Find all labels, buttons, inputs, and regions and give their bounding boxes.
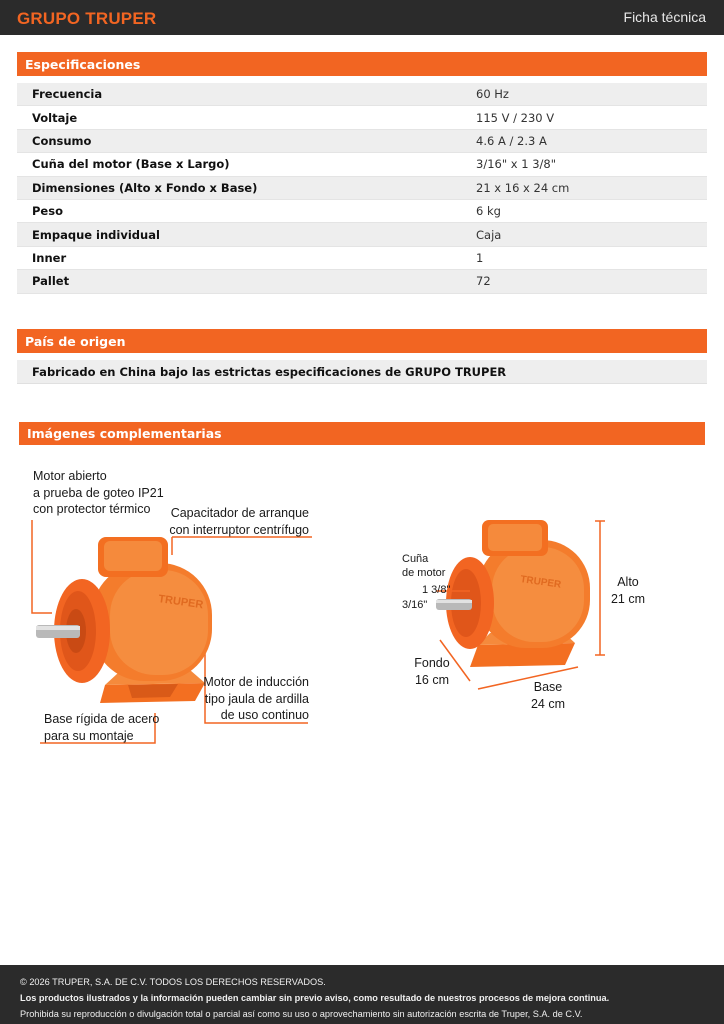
spec-row (17, 223, 707, 246)
callout-line: a prueba de goteo IP21 (33, 485, 164, 500)
brand-logo: GRUPO TRUPER (17, 9, 157, 28)
specs-section-title: Especificaciones (17, 52, 707, 76)
spec-label: Dimensiones (Alto x Fondo x Base) (32, 180, 258, 195)
callout-line: con interruptor centrífugo (169, 522, 309, 537)
spec-value: 4.6 A / 2.3 A (476, 133, 547, 148)
spec-label: Empaque individual (32, 227, 160, 242)
callout-open-motor (33, 468, 164, 518)
callout-line: con protector térmico (33, 502, 151, 516)
spec-value: 6 kg (476, 204, 501, 219)
document-type-label: Ficha técnica (623, 9, 706, 25)
callout-height (608, 574, 648, 607)
callout-line: Base (533, 680, 563, 694)
spec-label: Cuña del motor (Base x Largo) (32, 157, 230, 172)
spec-label: Voltaje (32, 110, 78, 125)
callout-line: Cuña (402, 553, 429, 565)
footer-notice: Los productos ilustrados y la información pueden cambiar sin previo aviso, como resultado de nuestros procesos de mejora continua. (20, 993, 610, 1003)
spec-row (17, 83, 707, 106)
spec-value: 3/16" x 1 3/8" (476, 157, 557, 172)
spec-value: 1 (476, 250, 484, 265)
spec-label: Peso (32, 204, 63, 219)
callout-line: para su montaje (44, 728, 134, 743)
spec-row (17, 106, 707, 129)
callout-line: Alto (617, 575, 639, 589)
callout-key (402, 552, 445, 580)
callout-line: Motor de inducción (203, 675, 309, 689)
spec-label: Frecuencia (32, 87, 103, 102)
callout-line: 24 cm (530, 696, 566, 711)
callout-line: Motor abierto (33, 469, 107, 483)
spec-value: 21 x 16 x 24 cm (476, 180, 570, 195)
origin-section-title: País de origen (17, 329, 707, 353)
spec-row (17, 130, 707, 153)
callout-induction (180, 674, 309, 724)
callout-key-width: 3/16" (402, 599, 428, 611)
callout-base (44, 711, 159, 744)
spec-row (17, 200, 707, 223)
callout-capacitor (150, 505, 309, 538)
callout-line: Capacitador de arranque (170, 506, 309, 520)
origin-text: Fabricado en China bajo las estrictas especificaciones de GRUPO TRUPER (17, 360, 707, 384)
spec-label: Pallet (32, 274, 70, 289)
spec-value: 60 Hz (476, 87, 509, 102)
spec-row (17, 153, 707, 176)
spec-row (17, 177, 707, 200)
spec-row (17, 247, 707, 270)
callout-line: 21 cm (610, 591, 646, 606)
callout-line: Base rígida de acero (44, 712, 160, 726)
callout-width (528, 679, 568, 712)
spec-row (17, 270, 707, 293)
specs-table (17, 83, 707, 294)
motor-body-shape (36, 537, 212, 683)
spec-value: 115 V / 230 V (476, 110, 555, 125)
spec-value: Caja (476, 227, 502, 242)
footer-copyright: © 2026 TRUPER, S.A. DE C.V. TODOS LOS DERECHOS RESERVADOS. (20, 977, 326, 987)
spec-label: Consumo (32, 133, 92, 148)
callout-line: de uso continuo (220, 708, 309, 722)
images-section-title: Imágenes complementarias (19, 422, 705, 445)
callout-line: Fondo (414, 656, 450, 670)
callout-depth (412, 655, 452, 688)
top-header-bar (0, 0, 724, 35)
motor-dimensions-shape (436, 520, 590, 667)
callout-line: 16 cm (414, 672, 450, 687)
footer-rights: Prohibida su reproducción o divulgación total o parcial así como su uso o aprovechamiento sin autorización escrita de Truper, S.A. de C.V. (20, 1009, 583, 1019)
callout-key-length: 1 3/8" (422, 584, 451, 596)
callout-line: de motor (402, 567, 446, 579)
motor-brand-text: TRUPER (519, 574, 562, 591)
footer (0, 965, 724, 1024)
spec-value: 72 (476, 274, 491, 289)
motor-brand-text: TRUPER (157, 593, 205, 612)
spec-label: Inner (32, 250, 67, 265)
callout-line: tipo jaula de ardilla (204, 691, 309, 706)
